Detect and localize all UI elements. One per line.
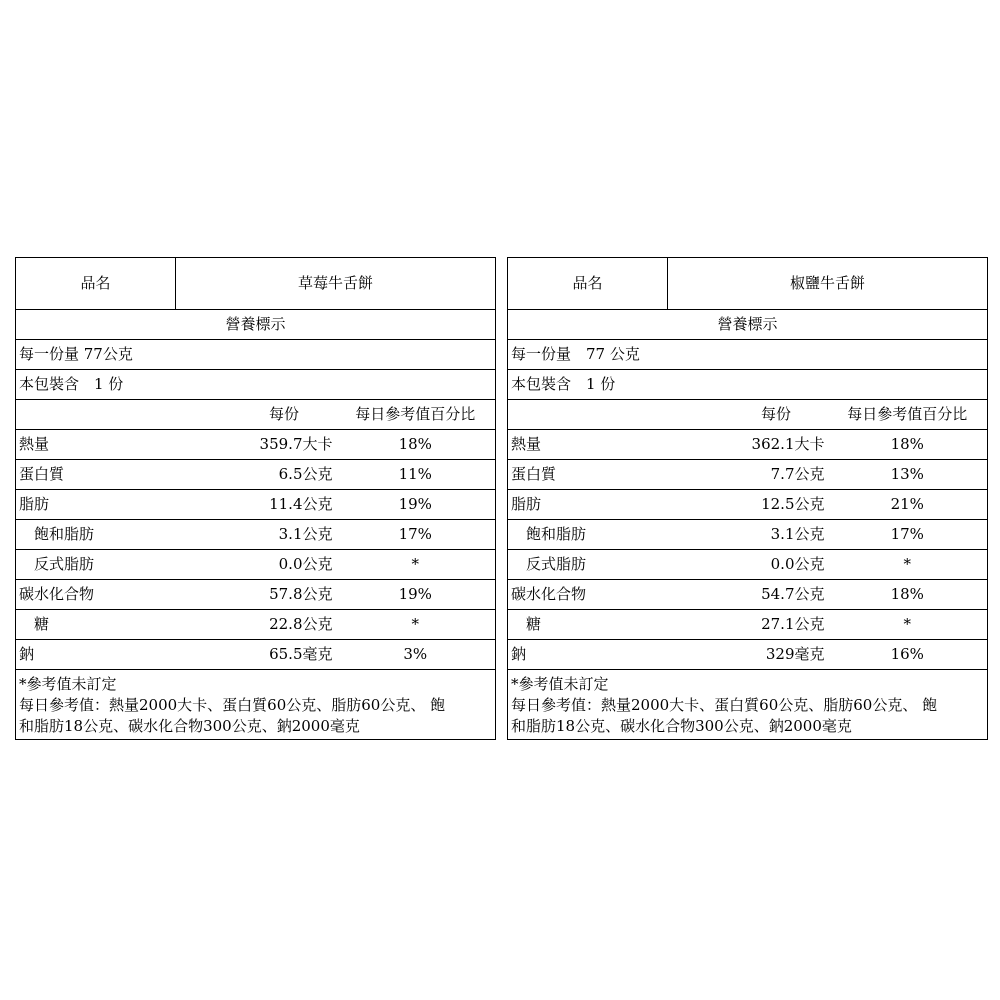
serving-size: 每一份量 77公克 xyxy=(16,340,496,370)
footnote xyxy=(508,670,988,740)
nutrient-daily-value: 19% xyxy=(336,580,496,610)
nutrition-table xyxy=(507,257,988,740)
nutrient-daily-value: 18% xyxy=(336,430,496,460)
product-name: 椒鹽牛舌餅 xyxy=(668,258,988,310)
nutrient-label: 熱量 xyxy=(16,430,176,460)
nutrient-amount: 359.7大卡 xyxy=(176,430,336,460)
column-header-blank xyxy=(16,400,176,430)
nutrient-amount: 3.1公克 xyxy=(176,520,336,550)
footnote-reference-line-1: 每日參考值：熱量2000大卡、蛋白質60公克、脂肪60公克、 飽 xyxy=(19,696,446,714)
nutrient-label: 飽和脂肪 xyxy=(16,520,176,550)
nutrient-daily-value: 17% xyxy=(336,520,496,550)
servings-per-pack-row xyxy=(16,370,496,400)
nutrient-label: 反式脂肪 xyxy=(508,550,668,580)
nutrient-row xyxy=(16,430,496,460)
nutrient-row xyxy=(16,550,496,580)
column-header-per-serving: 每份 xyxy=(668,400,828,430)
nutrient-amount: 54.7公克 xyxy=(668,580,828,610)
nutrient-row xyxy=(508,580,988,610)
footnote-row xyxy=(16,670,496,740)
nutrient-row xyxy=(16,610,496,640)
product-name-label: 品名 xyxy=(16,258,176,310)
footnote-reference-line-2: 和脂肪18公克、碳水化合物300公克、鈉2000毫克 xyxy=(19,717,360,735)
nutrient-label: 反式脂肪 xyxy=(16,550,176,580)
column-header-blank xyxy=(508,400,668,430)
product-name: 草莓牛舌餅 xyxy=(176,258,496,310)
nutrient-label: 鈉 xyxy=(16,640,176,670)
nutrient-row xyxy=(508,430,988,460)
nutrient-row xyxy=(508,550,988,580)
nutrient-amount: 329毫克 xyxy=(668,640,828,670)
footnote-row xyxy=(508,670,988,740)
nutrient-daily-value: 11% xyxy=(336,460,496,490)
nutrient-daily-value: * xyxy=(336,610,496,640)
nutrient-daily-value: * xyxy=(828,610,988,640)
section-title-row xyxy=(16,310,496,340)
nutrient-amount: 6.5公克 xyxy=(176,460,336,490)
nutrient-amount: 12.5公克 xyxy=(668,490,828,520)
nutrient-daily-value: 17% xyxy=(828,520,988,550)
nutrient-row xyxy=(16,460,496,490)
nutrient-amount: 65.5毫克 xyxy=(176,640,336,670)
section-title: 營養標示 xyxy=(508,310,988,340)
nutrient-row xyxy=(508,520,988,550)
nutrient-daily-value: 19% xyxy=(336,490,496,520)
column-header-row xyxy=(508,400,988,430)
nutrient-amount: 0.0公克 xyxy=(668,550,828,580)
nutrient-label: 脂肪 xyxy=(16,490,176,520)
footnote-reference-line-1: 每日參考值：熱量2000大卡、蛋白質60公克、脂肪60公克、 飽 xyxy=(511,696,938,714)
nutrient-daily-value: 16% xyxy=(828,640,988,670)
section-title-row xyxy=(508,310,988,340)
servings-per-pack-row xyxy=(508,370,988,400)
serving-size: 每一份量 77 公克 xyxy=(508,340,988,370)
nutrient-label: 蛋白質 xyxy=(16,460,176,490)
nutrient-row xyxy=(508,490,988,520)
nutrient-amount: 0.0公克 xyxy=(176,550,336,580)
nutrient-amount: 362.1大卡 xyxy=(668,430,828,460)
nutrient-amount: 11.4公克 xyxy=(176,490,336,520)
nutrient-label: 脂肪 xyxy=(508,490,668,520)
footnote-undefined: *參考值未訂定 xyxy=(19,675,117,693)
footnote xyxy=(16,670,496,740)
nutrient-row xyxy=(508,460,988,490)
nutrient-label: 鈉 xyxy=(508,640,668,670)
nutrient-daily-value: 21% xyxy=(828,490,988,520)
nutrient-amount: 3.1公克 xyxy=(668,520,828,550)
nutrient-daily-value: 18% xyxy=(828,430,988,460)
nutrient-amount: 7.7公克 xyxy=(668,460,828,490)
servings-per-pack: 本包裝含 1 份 xyxy=(16,370,496,400)
column-header-daily-value: 每日參考值百分比 xyxy=(336,400,496,430)
column-header-row xyxy=(16,400,496,430)
servings-per-pack: 本包裝含 1 份 xyxy=(508,370,988,400)
nutrition-panel-strawberry xyxy=(15,257,495,740)
nutrient-row xyxy=(508,640,988,670)
nutrient-label: 碳水化合物 xyxy=(16,580,176,610)
product-name-row xyxy=(508,258,988,310)
nutrient-label: 糖 xyxy=(508,610,668,640)
footnote-undefined: *參考值未訂定 xyxy=(511,675,609,693)
product-name-label: 品名 xyxy=(508,258,668,310)
nutrient-label: 糖 xyxy=(16,610,176,640)
nutrient-row xyxy=(508,610,988,640)
nutrient-daily-value: 13% xyxy=(828,460,988,490)
nutrient-amount: 27.1公克 xyxy=(668,610,828,640)
nutrient-row xyxy=(16,490,496,520)
column-header-per-serving: 每份 xyxy=(176,400,336,430)
nutrient-row xyxy=(16,580,496,610)
nutrient-daily-value: 18% xyxy=(828,580,988,610)
nutrient-amount: 57.8公克 xyxy=(176,580,336,610)
nutrient-label: 飽和脂肪 xyxy=(508,520,668,550)
nutrient-daily-value: 3% xyxy=(336,640,496,670)
nutrient-amount: 22.8公克 xyxy=(176,610,336,640)
nutrition-table xyxy=(15,257,496,740)
serving-size-row xyxy=(508,340,988,370)
nutrient-daily-value: * xyxy=(828,550,988,580)
column-header-daily-value: 每日參考值百分比 xyxy=(828,400,988,430)
nutrition-panel-pepper-salt xyxy=(507,257,987,740)
nutrient-row xyxy=(16,640,496,670)
nutrient-label: 蛋白質 xyxy=(508,460,668,490)
section-title: 營養標示 xyxy=(16,310,496,340)
serving-size-row xyxy=(16,340,496,370)
nutrient-label: 碳水化合物 xyxy=(508,580,668,610)
nutrient-label: 熱量 xyxy=(508,430,668,460)
footnote-reference-line-2: 和脂肪18公克、碳水化合物300公克、鈉2000毫克 xyxy=(511,717,852,735)
nutrient-row xyxy=(16,520,496,550)
nutrient-daily-value: * xyxy=(336,550,496,580)
product-name-row xyxy=(16,258,496,310)
